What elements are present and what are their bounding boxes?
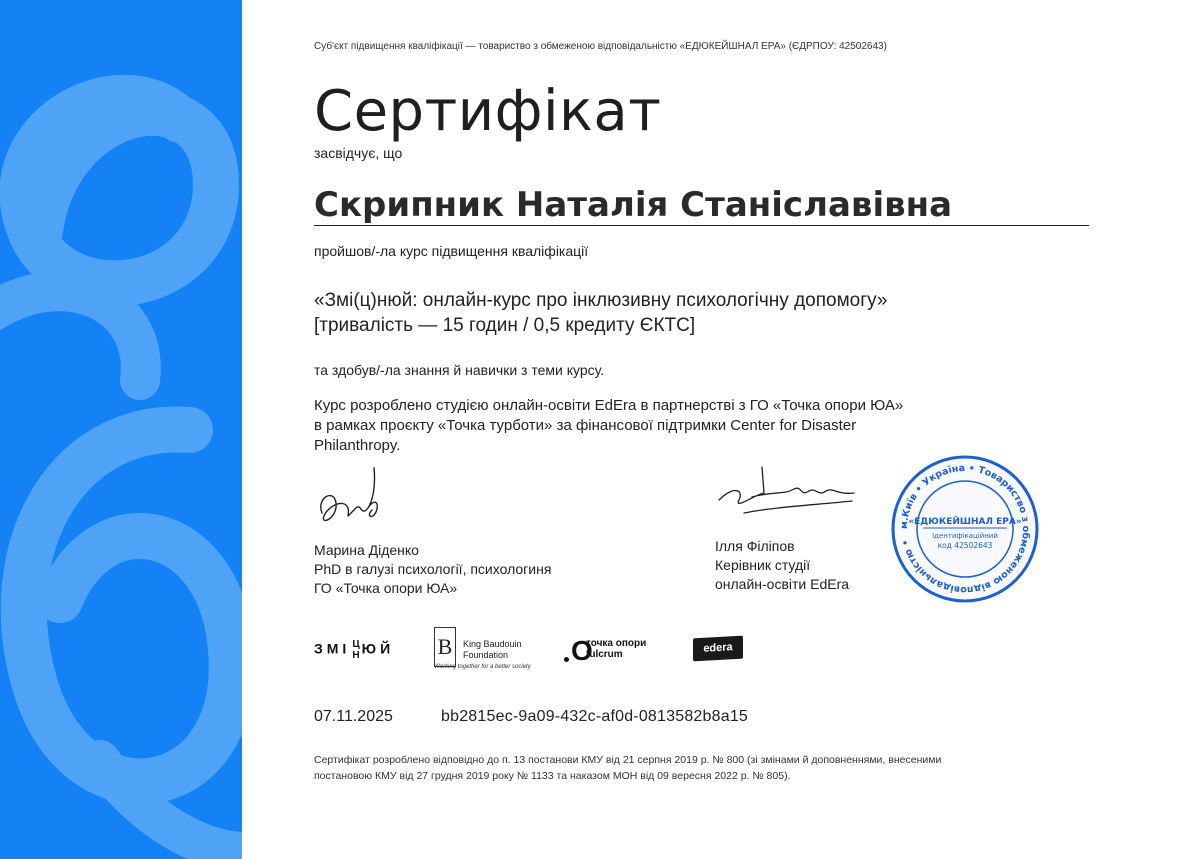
- svg-text:м.Київ • Україна • Товариство: м.Київ • Україна • Товариство з обмеженою відповідальністю •: [898, 462, 1032, 596]
- logo-text: ЮЙ: [361, 640, 395, 657]
- swirl-decoration: [0, 0, 242, 859]
- fulcrum-dot: [564, 657, 569, 662]
- signatory-name: Ілля Філіпов: [715, 538, 795, 554]
- provider-line: Суб'єкт підвищення кваліфікації — товариство з обмеженою відповідальністю «ЕДЮКЕЙШНАЛ ЕРА» (ЄДРПОУ: 42502643): [314, 41, 887, 52]
- svg-text:Ідентифікаційний: Ідентифікаційний: [932, 532, 998, 540]
- fulcrum-text: [586, 638, 646, 660]
- legal-line: постановою КМУ від 27 грудня 2019 року № 1133 та наказом МОН від 09 вересня 2022 р. № 805).: [314, 770, 791, 782]
- signatory-role: онлайн-освіти EdEra: [715, 576, 850, 592]
- skills-text: та здобув/-ла знання й навички з теми курсу.: [314, 362, 605, 378]
- kbf-tagline: Working together for a better society: [434, 664, 531, 670]
- name-underline: [314, 225, 1089, 226]
- signatory-role: PhD в галузі психології, психологиня: [314, 561, 552, 577]
- completed-text: пройшов/-ла курс підвищення кваліфікації: [314, 243, 589, 259]
- svg-text:код 42502643: код 42502643: [937, 541, 993, 550]
- logo-text: ЗМІ: [314, 640, 351, 657]
- signature-didenko: [314, 458, 394, 533]
- fulcrum-logo: [564, 637, 674, 667]
- kbf-name-line: King Baudouin: [463, 639, 522, 649]
- kbf-name-line: Foundation: [463, 650, 509, 660]
- kbf-mark: B: [434, 627, 456, 667]
- signatory-name: Марина Діденко: [314, 542, 419, 558]
- partner-logos: [314, 625, 814, 675]
- certificate-id: bb2815ec-9a09-432c-af0d-0813582b8a15: [441, 708, 749, 725]
- course-block: [314, 288, 887, 338]
- fulcrum-text-line: точка опори: [586, 638, 647, 649]
- development-line: Курс розроблено студією онлайн-освіти EdEra в партнерстві з ГО «Точка опори ЮА»: [314, 397, 904, 414]
- edera-logo: edera: [693, 636, 743, 662]
- certificate-title: Сертифікат: [314, 79, 662, 144]
- certifies-text: засвідчує, що: [314, 145, 403, 161]
- signatory-role: ГО «Точка опори ЮА»: [314, 580, 458, 596]
- kbf-name: [463, 639, 522, 661]
- course-title: «Змі(ц)нюй: онлайн-курс про інклюзивну психологічну допомогу»: [314, 290, 888, 311]
- development-text: [314, 396, 1074, 456]
- logo-stack: [352, 639, 359, 661]
- fulcrum-mark: O: [571, 635, 593, 666]
- recipient-name: Скрипник Наталія Станіславівна: [314, 185, 953, 225]
- development-line: в рамках проєкту «Точка турботи» за фінансової підтримки Center for Disaster: [314, 417, 857, 434]
- course-duration: [тривалість — 15 годин / 0,5 кредиту ЄКТС]: [314, 315, 696, 336]
- development-line: Philanthropy.: [314, 437, 401, 454]
- signatory-didenko: [314, 541, 551, 598]
- fulcrum-text-line: fulcrum: [586, 649, 623, 660]
- signatory-role: Керівник студії: [715, 557, 811, 573]
- logo-text: Н: [352, 650, 360, 661]
- logo-text: Ц: [352, 639, 360, 650]
- legal-line: Сертифікат розроблено відповідно до п. 13 постанови КМУ від 21 серпня 2019 р. № 800 (зі змінами й доповненнями, внесеними: [314, 754, 942, 766]
- signature-filipov: [714, 465, 859, 520]
- king-baudouin-logo: [434, 627, 544, 675]
- zminyui-logo: [314, 639, 394, 661]
- signatory-filipov: [715, 537, 849, 594]
- decorative-blue-band: [0, 0, 242, 859]
- legal-note: [314, 752, 1074, 784]
- official-stamp: [890, 454, 1040, 604]
- svg-text:«ЕДЮКЕЙШНАЛ ЕРА»: «ЕДЮКЕЙШНАЛ ЕРА»: [908, 517, 1022, 527]
- issue-date: 07.11.2025: [314, 708, 393, 725]
